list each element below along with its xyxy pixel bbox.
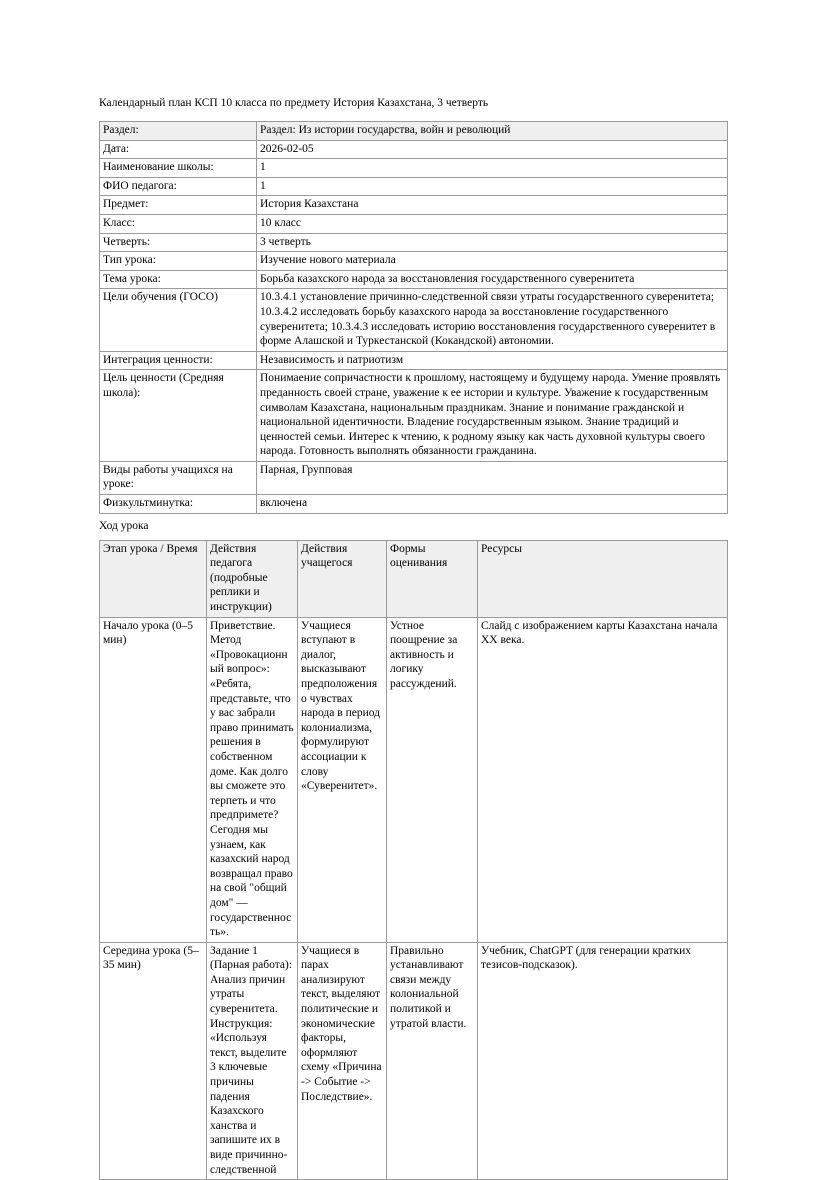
assessment-cell: Устное поощрение за активность и логику рассуждений. (387, 617, 478, 942)
info-row-value: История Казахстана (257, 196, 728, 215)
document-content (99, 96, 727, 1180)
student-actions-cell: Учащиеся в парах анализируют текст, выделяют политические и экономические факторы, оформляют схему «Причина -> Событие -> Последствие». (298, 942, 387, 1180)
info-row-value: Независимость и патриотизм (257, 351, 728, 370)
lesson-flow-heading: Ход урока (99, 519, 149, 532)
info-row-label: ФИО педагога: (100, 177, 257, 196)
table-row (100, 270, 728, 289)
table-row (100, 351, 728, 370)
resources-cell: Учебник, ChatGPT (для генерации кратких тезисов-подсказок). (478, 942, 728, 1180)
table-row (100, 461, 728, 494)
info-row-label: Раздел: (100, 122, 257, 141)
lesson-info-table (99, 121, 728, 514)
table-row (100, 140, 728, 159)
table-row (100, 122, 728, 141)
table-row (100, 252, 728, 271)
info-row-value: включена (257, 495, 728, 514)
table-row (100, 159, 728, 178)
page-title: Календарный план КСП 10 класса по предмету История Казахстана, 3 четверть (99, 97, 489, 109)
table-row (100, 214, 728, 233)
column-header: Действия учащегося (298, 540, 387, 617)
stage-cell: Начало урока (0–5 мин) (100, 617, 207, 942)
info-row-label: Интеграция ценности: (100, 351, 257, 370)
info-row-label: Предмет: (100, 196, 257, 215)
table-row (100, 233, 728, 252)
info-row-value: 1 (257, 159, 728, 178)
teacher-actions-cell: Приветствие. Метод «Провокационный вопрос»: «Ребята, представьте, что у вас забрали право принимать решения в собственном доме. Как долго вы сможете это терпеть и что предпримете? Сегодня мы узнаем, как казахский народ возвращал право на свой "общий дом" — государственность». (207, 617, 298, 942)
lesson-info-body (100, 122, 728, 514)
column-header: Действия педагога (подробные реплики и инструкции) (207, 540, 298, 617)
info-row-value: 10 класс (257, 214, 728, 233)
info-row-label: Класс: (100, 214, 257, 233)
info-row-value: 10.3.4.1 установление причинно-следственной связи утраты государственного суверенитета; 10.3.4.2 исследовать борьбу казахского народа за восстановление государственного суверенитета; 10.3.4.3 исследовать историю восстановления государственного суверенитет в форме Алашской и Туркестанской (Кокандской) автономии. (257, 289, 728, 351)
column-header: Этап урока / Время (100, 540, 207, 617)
info-row-value: Парная, Групповая (257, 461, 728, 494)
info-row-label: Тип урока: (100, 252, 257, 271)
table-row (100, 177, 728, 196)
info-row-value: 3 четверть (257, 233, 728, 252)
info-row-value: Понимаение сопричастности к прошлому, настоящему и будущему народа. Умение проявлять преданность своей стране, уважение к ее истории и культуре. Уважение к государственным символам Казахстана, национальным праздникам. Знание и понимание гражданской и национальной идентичности. Владение государственным языком. Знание традиций и ценностей семьи. Интерес к чтению, к родному языку как часть духовной культуры своего народа. Готовность выполнять обязанности гражданина. (257, 370, 728, 462)
info-row-label: Четверть: (100, 233, 257, 252)
info-row-label: Дата: (100, 140, 257, 159)
info-row-label: Цели обучения (ГОСО) (100, 289, 257, 351)
info-row-label: Физкультминутка: (100, 495, 257, 514)
table-row (100, 289, 728, 351)
stage-cell: Середина урока (5–35 мин) (100, 942, 207, 1180)
table-header-row (100, 540, 728, 617)
info-row-value: Борьба казахского народа за восстановления государственного суверенитета (257, 270, 728, 289)
info-row-label: Тема урока: (100, 270, 257, 289)
info-row-value: Изучение нового материала (257, 252, 728, 271)
table-row (100, 196, 728, 215)
table-row (100, 617, 728, 942)
info-row-label: Наименование школы: (100, 159, 257, 178)
lesson-flow-header (100, 540, 728, 617)
table-row (100, 370, 728, 462)
table-row (100, 942, 728, 1180)
table-row (100, 495, 728, 514)
lesson-flow-body (100, 617, 728, 1180)
info-row-label: Цель ценности (Средняя школа): (100, 370, 257, 462)
teacher-actions-cell: Задание 1 (Парная работа): Анализ причин утраты суверенитета. Инструкция: «Используя текст, выделите 3 ключевые причины падения Казахского ханства и запишите их в виде причинно-следственной (207, 942, 298, 1180)
lesson-flow-table (99, 540, 728, 1180)
info-row-value: 1 (257, 177, 728, 196)
assessment-cell: Правильно устанавливают связи между колониальной политикой и утратой власти. (387, 942, 478, 1180)
resources-cell: Слайд с изображением карты Казахстана начала XX века. (478, 617, 728, 942)
column-header: Ресурсы (478, 540, 728, 617)
info-row-value: 2026-02-05 (257, 140, 728, 159)
info-row-label: Виды работы учащихся на уроке: (100, 461, 257, 494)
column-header: Формы оценивания (387, 540, 478, 617)
info-row-value: Раздел: Из истории государства, войн и революций (257, 122, 728, 141)
student-actions-cell: Учащиеся вступают в диалог, высказывают предположения о чувствах народа в период колониализма, формулируют ассоциации к слову «Суверенитет». (298, 617, 387, 942)
